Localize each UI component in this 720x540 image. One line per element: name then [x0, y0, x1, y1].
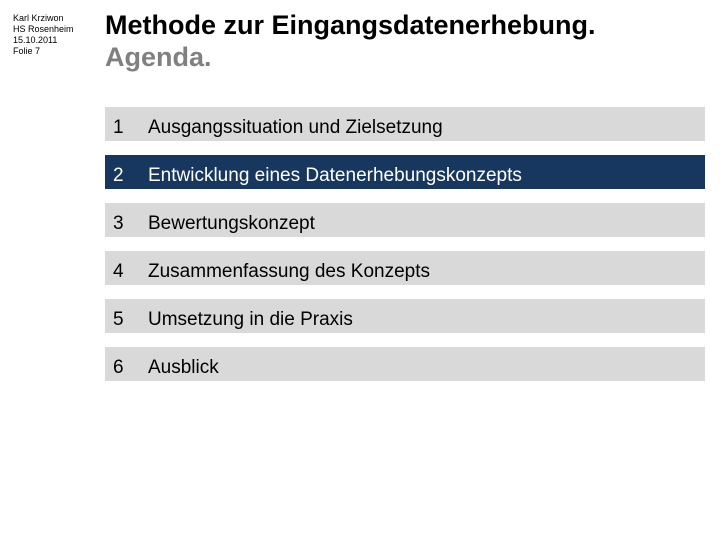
agenda-item-number: 5: [113, 309, 124, 330]
page-title: Methode zur Eingangsdatenerhebung.: [105, 10, 596, 40]
agenda-item-3: [105, 203, 705, 237]
agenda-item-6: [105, 347, 705, 381]
agenda-item-number: 2: [113, 165, 124, 186]
agenda-item-number: 6: [113, 357, 124, 378]
author-name: Karl Krziwon: [13, 13, 64, 23]
agenda-item-4: [105, 251, 705, 285]
agenda-item-label: Entwicklung eines Datenerhebungskonzepts: [148, 165, 522, 186]
agenda-item-label: Ausgangssituation und Zielsetzung: [148, 117, 443, 138]
agenda-item-1: [105, 107, 705, 141]
agenda-item-number: 1: [113, 117, 124, 138]
slide-date: 15.10.2011: [13, 35, 58, 45]
agenda-item-label: Umsetzung in die Praxis: [148, 309, 353, 330]
agenda-list: [105, 107, 705, 395]
agenda-item-5: [105, 299, 705, 333]
agenda-item-number: 4: [113, 261, 124, 282]
agenda-item-label: Zusammenfassung des Konzepts: [148, 261, 430, 282]
slide-meta: [13, 13, 93, 57]
page-subtitle: Agenda.: [105, 42, 212, 72]
agenda-item-label: Bewertungskonzept: [148, 213, 315, 234]
agenda-item-number: 3: [113, 213, 124, 234]
agenda-item-label: Ausblick: [148, 357, 219, 378]
agenda-item-2: [105, 155, 705, 189]
institution-name: HS Rosenheim: [13, 24, 74, 34]
slide-number: Folie 7: [13, 46, 41, 56]
